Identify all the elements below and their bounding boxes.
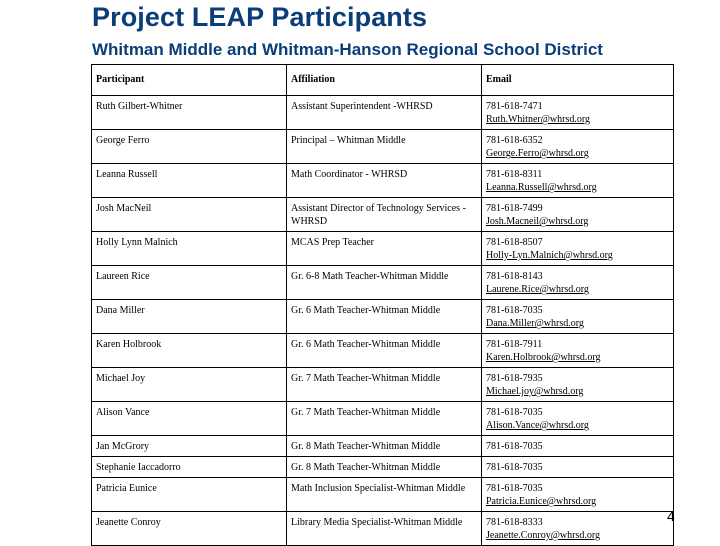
column-header-email: Email [482, 65, 674, 96]
email-cell [482, 164, 674, 198]
page-number: 4 [667, 508, 675, 524]
participant-cell: Patricia Eunice [92, 478, 287, 512]
email-cell [482, 436, 674, 457]
phone-text: 781-618-7035 [486, 407, 543, 418]
participant-cell: Laureen Rice [92, 266, 287, 300]
page-title: Project LEAP Participants [92, 2, 428, 32]
participant-cell: Jeanette Conroy [92, 512, 287, 546]
column-header-participant: Participant [92, 65, 287, 96]
email-cell [482, 457, 674, 478]
participant-cell: Ruth Gilbert-Whitner [92, 96, 287, 130]
phone-text: 781-618-7035 [486, 441, 543, 452]
email-cell [482, 512, 674, 546]
email-cell [482, 130, 674, 164]
email-link[interactable]: Dana.Miller@whrsd.org [486, 318, 584, 329]
email-cell [482, 300, 674, 334]
participant-cell: Leanna Russell [92, 164, 287, 198]
table-row [92, 300, 674, 334]
email-cell [482, 478, 674, 512]
affiliation-cell: Assistant Director of Technology Services - WHRSD [287, 198, 482, 232]
email-link[interactable]: Karen.Holbrook@whrsd.org [486, 352, 601, 363]
email-link[interactable]: Patricia.Eunice@whrsd.org [486, 496, 597, 507]
page-subtitle: Whitman Middle and Whitman-Hanson Regional School District [92, 40, 603, 59]
participant-cell: Stephanie Iaccadorro [92, 457, 287, 478]
affiliation-cell: Assistant Superintendent -WHRSD [287, 96, 482, 130]
affiliation-cell: Gr. 7 Math Teacher-Whitman Middle [287, 402, 482, 436]
affiliation-cell: Gr. 7 Math Teacher-Whitman Middle [287, 368, 482, 402]
table-row [92, 334, 674, 368]
phone-text: 781-618-7035 [486, 305, 543, 316]
affiliation-cell: Gr. 6-8 Math Teacher-Whitman Middle [287, 266, 482, 300]
table-row [92, 436, 674, 457]
phone-text: 781-618-7035 [486, 462, 543, 473]
phone-text: 781-618-7935 [486, 373, 543, 384]
affiliation-cell: Gr. 6 Math Teacher-Whitman Middle [287, 334, 482, 368]
phone-text: 781-618-8507 [486, 237, 543, 248]
phone-text: 781-618-8333 [486, 517, 543, 528]
phone-text: 781-618-8143 [486, 271, 543, 282]
table-row [92, 198, 674, 232]
email-link[interactable]: Laurene.Rice@whrsd.org [486, 284, 589, 295]
participant-cell: Dana Miller [92, 300, 287, 334]
table-row [92, 512, 674, 546]
email-cell [482, 96, 674, 130]
table-header-row [92, 65, 674, 96]
table-row [92, 164, 674, 198]
table-row [92, 478, 674, 512]
email-cell [482, 334, 674, 368]
email-link[interactable]: Leanna.Russell@whrsd.org [486, 182, 597, 193]
participants-table [91, 64, 674, 546]
affiliation-cell: Gr. 8 Math Teacher-Whitman Middle [287, 457, 482, 478]
table-row [92, 232, 674, 266]
table-row [92, 457, 674, 478]
affiliation-cell: Gr. 8 Math Teacher-Whitman Middle [287, 436, 482, 457]
email-cell [482, 232, 674, 266]
phone-text: 781-618-7911 [486, 339, 543, 350]
affiliation-cell: Math Inclusion Specialist-Whitman Middle [287, 478, 482, 512]
phone-text: 781-618-7499 [486, 203, 543, 214]
column-header-affiliation: Affiliation [287, 65, 482, 96]
affiliation-cell: Gr. 6 Math Teacher-Whitman Middle [287, 300, 482, 334]
email-cell [482, 198, 674, 232]
participant-cell: Holly Lynn Malnich [92, 232, 287, 266]
email-cell [482, 266, 674, 300]
participant-cell: Alison Vance [92, 402, 287, 436]
email-link[interactable]: Jeanette.Conroy@whrsd.org [486, 530, 601, 541]
email-link[interactable]: Josh.Macneil@whrsd.org [486, 216, 589, 227]
email-link[interactable]: Holly-Lyn.Malnich@whrsd.org [486, 250, 613, 261]
participant-cell: George Ferro [92, 130, 287, 164]
phone-text: 781-618-8311 [486, 169, 543, 180]
email-link[interactable]: George.Ferro@whrsd.org [486, 148, 589, 159]
participant-cell: Josh MacNeil [92, 198, 287, 232]
email-cell [482, 368, 674, 402]
affiliation-cell: Principal – Whitman Middle [287, 130, 482, 164]
participant-cell: Jan McGrory [92, 436, 287, 457]
table-row [92, 368, 674, 402]
affiliation-cell: Math Coordinator - WHRSD [287, 164, 482, 198]
participant-cell: Michael Joy [92, 368, 287, 402]
email-cell [482, 402, 674, 436]
affiliation-cell: MCAS Prep Teacher [287, 232, 482, 266]
email-link[interactable]: Ruth.Whitner@whrsd.org [486, 114, 591, 125]
table-row [92, 96, 674, 130]
table-row [92, 402, 674, 436]
phone-text: 781-618-7471 [486, 101, 543, 112]
participant-cell: Karen Holbrook [92, 334, 287, 368]
phone-text: 781-618-7035 [486, 483, 543, 494]
phone-text: 781-618-6352 [486, 135, 543, 146]
table-row [92, 266, 674, 300]
email-link[interactable]: Michael.joy@whrsd.org [486, 386, 584, 397]
affiliation-cell: Library Media Specialist-Whitman Middle [287, 512, 482, 546]
email-link[interactable]: Alison.Vance@whrsd.org [486, 420, 589, 431]
table-row [92, 130, 674, 164]
